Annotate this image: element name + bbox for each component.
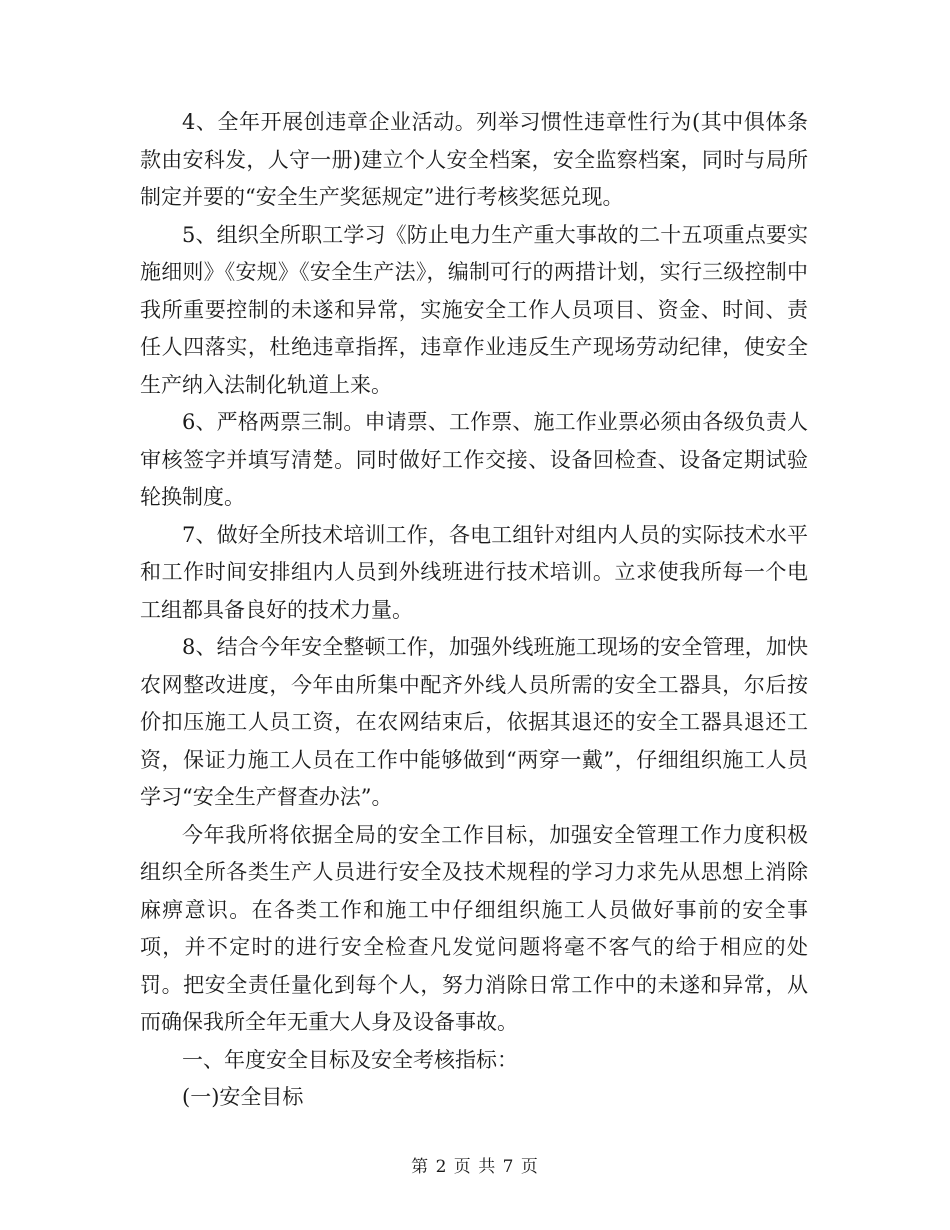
paragraph-summary: 今年我所将依据全局的安全工作目标，加强安全管理工作力度积极组织全所各类生产人员进行安全及技术规程的学习力求先从思想上消除麻痹意识。在各类工作和施工中仔细组织施工人员做好事前的安全事项，并不定时的进行安全检查凡发觉问题将毫不客气的给于相应的处罚。把安全责任量化到每个人，努力消除日常工作中的未遂和异常，从而确保我所全年无重大人身及设备事故。 (140, 822, 808, 1034)
paragraph-item-4: 4、全年开展创违章企业活动。列举习惯性违章性行为(其中俱体条款由安科发，人守一册)建立个人安全档案，安全监察档案，同时与局所制定并要的“安全生产奖惩规定”进行考核奖惩兑现。 (140, 110, 808, 209)
paragraph-item-5: 5、组织全所职工学习《防止电力生产重大事故的二十五项重点要实施细则》《安规》《安全生产法》，编制可行的两措计划，实行三级控制中我所重要控制的未遂和异常，实施安全工作人员项目、资金、时间、责任人四落实，杜绝违章指挥，违章作业违反生产现场劳动纪律，使安全生产纳入法制化轨道上来。 (140, 222, 808, 397)
paragraph-item-7: 7、做好全所技术培训工作，各电工组针对组内人员的实际技术水平和工作时间安排组内人员到外线班进行技术培训。立求使我所每一个电工组都具备良好的技术力量。 (140, 522, 808, 622)
document-body (140, 104, 808, 1117)
subsection-heading: (一)安全目标 (182, 1085, 304, 1109)
paragraph-item-8: 8、结合今年安全整顿工作，加强外线班施工现场的安全管理，加快农网整改进度，今年由所集中配齐外线人员所需的安全工器具，尔后按价扣压施工人员工资，在农网结束后，依据其退还的安全工器具退还工资，保证力施工人员在工作中能够做到“两穿一戴”，仔细组织施工人员学习“安全生产督查办法”。 (140, 635, 808, 809)
page-number: 第 2 页 共 7 页 (411, 1157, 539, 1177)
paragraph-item-6: 6、严格两票三制。申请票、工作票、施工作业票必须由各级负责人审核签字并填写清楚。同时做好工作交接、设备回检查、设备定期试验轮换制度。 (140, 410, 808, 509)
section-heading: 一、年度安全目标及安全考核指标： (182, 1047, 518, 1072)
